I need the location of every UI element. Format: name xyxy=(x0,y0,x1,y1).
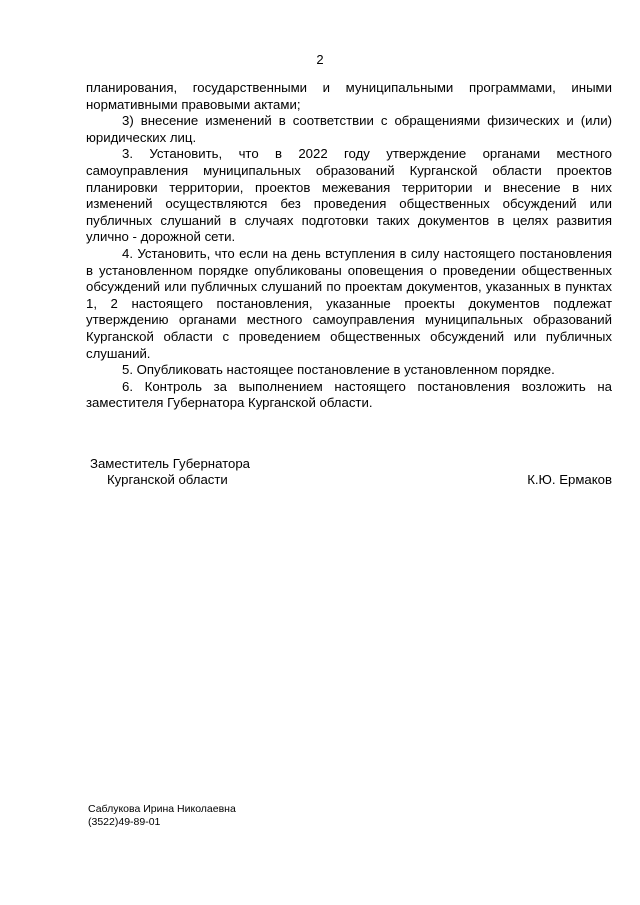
page-number: 2 xyxy=(316,52,324,67)
paragraph-point-3: 3. Установить, что в 2022 году утверждение органами местного самоуправления муниципальных образований Курганской области проектов планировки территории, проектов межевания территории и внесение в них изменений осуществляются без проведения общественных обсуждений или публичных слушаний в случаях подготовки таких документов в целях развития улично - дорожной сети. xyxy=(86,146,612,245)
paragraph-point-4: 4. Установить, что если на день вступления в силу настоящего постановления в установленном порядке опубликованы оповещения о проведении общественных обсуждений или публичных слушаний по проектам документов, указанных в пунктах 1, 2 настоящего постановления, указанные проекты документов подлежат утверждению органами местного самоуправления муниципальных образований Курганской области с проведением общественных обсуждений или публичных слушаний. xyxy=(86,245,612,361)
executor-name: Саблукова Ирина Николаевна xyxy=(88,803,236,815)
executor-phone: (3522)49-89-01 xyxy=(88,816,161,828)
paragraph-point-6: 6. Контроль за выполнением настоящего постановления возложить на заместителя Губернатора Курганской области. xyxy=(86,378,612,411)
signatory-position-line2: Курганской области xyxy=(107,472,228,487)
document-body xyxy=(86,80,612,412)
paragraph-item-3: 3) внесение изменений в соответствии с обращениями физических и (или) юридических лиц. xyxy=(86,113,612,145)
paragraph-point-5: 5. Опубликовать настоящее постановление в установленном порядке. xyxy=(122,362,555,378)
executor-block xyxy=(88,803,236,829)
paragraph-continuation: планирования, государственными и муниципальными программами, иными нормативными правовыми актами; xyxy=(86,80,612,112)
signatory-position-line1: Заместитель Губернатора xyxy=(90,456,251,471)
signatory-name: К.Ю. Ермаков xyxy=(527,472,612,487)
